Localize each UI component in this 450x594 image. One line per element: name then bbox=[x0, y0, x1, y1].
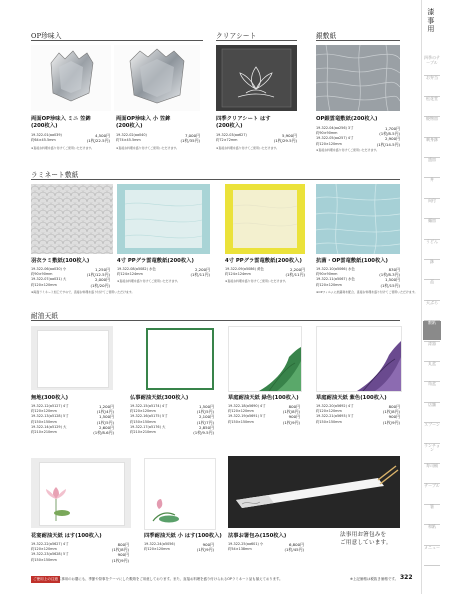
product-name: 四季クリアシート はす (200枚入) bbox=[216, 116, 271, 129]
section-laminate: ラミネート敷紙 bbox=[31, 171, 79, 179]
product-image-hagoromo bbox=[31, 184, 113, 254]
side-tab[interactable]: うどん bbox=[426, 238, 438, 244]
section-divider bbox=[31, 179, 400, 180]
product-name: 四季耐油天紙 小 はす(100枚入) bbox=[144, 533, 222, 539]
product-name: 両面OP珍味入 ミニ 笠鉾 (200枚入) bbox=[31, 116, 91, 129]
side-tab[interactable]: お弁当 bbox=[426, 75, 438, 81]
product-price: 1,200円 (1枚/4円) 1,500円 (1枚/5円) 2,600円 (1枚/8.6円) bbox=[93, 404, 114, 436]
product-name: 羽衣ラミ敷紙(100枚入) bbox=[31, 258, 90, 264]
footer-note: ※上記価格は税抜き価格です。 bbox=[350, 577, 399, 581]
product-image-grass-green bbox=[228, 326, 302, 392]
product-name: 4寸 PPグラ雲竜敷紙(200枚入) bbox=[117, 258, 194, 264]
footer-badge: ご使用上の注意 bbox=[33, 577, 59, 581]
product-price: 1,500円 (1枚/5円) 2,100円 (1枚/7円) 2,850円 (1枚/9.5円) bbox=[193, 404, 214, 436]
product-image-op-small bbox=[114, 45, 200, 111]
product-name: 法事お箸包み(150枚入) bbox=[228, 533, 287, 539]
product-name: 両面OP珍味入 小 笠鉾 (200枚入) bbox=[116, 116, 171, 129]
product-note: ※両面ラミネート加工ですので、直接お料理を盛り付けてご使用いただけます。 bbox=[31, 290, 135, 294]
product-name: 抗菌・OP雲竜敷紙(100枚入) bbox=[316, 258, 388, 264]
side-tab[interactable]: 盛皿 bbox=[428, 157, 436, 162]
side-tab[interactable]: 天ぷら bbox=[426, 299, 438, 305]
product-image-clear-sheet bbox=[216, 45, 297, 111]
side-tab[interactable]: テーブル bbox=[424, 483, 440, 489]
product-code: 19-322-22(a5627) 4寸 約120×120mm 19-322-23(a5628) 5寸 約150×150mm bbox=[31, 542, 69, 562]
side-tab[interactable]: 丸盆 bbox=[428, 361, 436, 366]
product-note: ※直接お料理を盛り付けてご使用いただけます。 bbox=[31, 146, 94, 150]
side-tab[interactable]: 刺身鉢 bbox=[426, 136, 438, 142]
product-code: 19-322-06(aa030) 小 約90×90mm 19-322-07(aa031) 大 約120×120mm bbox=[31, 267, 67, 287]
product-price: 6,800円 (1枚/45円) bbox=[284, 542, 304, 553]
product-note: ※OPフィルムに抗菌剤を配合、直接お料理を盛り付けてご使用いただけます。 bbox=[316, 290, 418, 294]
product-price: 7,000円 (1枚/35円) bbox=[180, 133, 200, 144]
side-tab[interactable]: 敷紙 bbox=[423, 321, 441, 339]
product-image-silver-cloud bbox=[316, 45, 400, 111]
product-code: 19-322-20(a5692) 4寸 約120×120mm 19-322-21(a5693) 5寸 約150×150mm bbox=[316, 404, 354, 424]
side-tab[interactable]: ランチョン bbox=[424, 442, 440, 453]
product-note: ※直接お料理を盛り付けてご使用いただけます。 bbox=[216, 146, 279, 150]
product-price: 800円 (1枚/8円) 900円 (1枚/9円) bbox=[111, 542, 129, 563]
product-image-chopstick-wrap bbox=[228, 456, 400, 528]
houji-message: 法事用お箸包みを ご用意しています。 bbox=[340, 532, 392, 546]
product-code: 19-322-25(aa601) 小 約54×138mm bbox=[228, 542, 264, 552]
section-silver-paper: 銀敷紙 bbox=[316, 32, 337, 40]
product-note: ※直接お料理を盛り付けてご使用いただけます。 bbox=[117, 279, 180, 283]
product-price: 4,500円 (1枚/22.5円) bbox=[86, 133, 110, 144]
product-image-pp-lightblue bbox=[117, 184, 210, 254]
product-code: 19-322-18(a5690) 4寸 約120×120mm 19-322-19(a5691) 5寸 約150×150mm bbox=[228, 404, 266, 424]
product-code: 19-322-12(a5127) 4寸 約120×120mm 19-322-13(a5128) 5寸 約150×150mm 19-322-14(a5129) 大 約210×210mm bbox=[31, 404, 69, 435]
product-price: 1,250円 (1枚/12.5円) 2,000円 (1枚/20円) bbox=[86, 267, 110, 288]
side-tab[interactable]: 箸 bbox=[430, 503, 434, 509]
side-tab[interactable]: 漆器 bbox=[428, 340, 436, 346]
page-number: 322 bbox=[400, 574, 413, 581]
product-name: 仏事耐油天紙(300枚入) bbox=[130, 395, 189, 401]
product-name: OP銀雲竜敷紙(200枚入) bbox=[316, 116, 378, 122]
product-image-plain bbox=[31, 326, 113, 390]
side-tab[interactable]: 四季のテーブル bbox=[424, 55, 440, 65]
product-price: 2,200円 (1枚/11円) bbox=[190, 267, 210, 278]
product-code: 19-322-04(aa256) 3寸 約90×90mm 19-322-05(aa257) 4寸 約120×120mm bbox=[316, 126, 354, 146]
side-tab[interactable]: 丼 bbox=[430, 177, 434, 183]
side-tab[interactable]: 松花堂 bbox=[426, 95, 438, 101]
product-image-grass-purple bbox=[316, 326, 402, 392]
product-price: 800円 (1枚/8円) 900円 (1枚/9円) bbox=[282, 404, 300, 425]
section-clear-sheet: クリアシート bbox=[216, 32, 257, 40]
side-tab[interactable]: 麺皿 bbox=[428, 218, 436, 224]
side-tab[interactable]: 焼物皿 bbox=[426, 116, 438, 122]
section-divider bbox=[31, 320, 400, 321]
product-code: 19-322-03(aa627) 約72×72mm bbox=[216, 133, 247, 143]
index-title: 漆事用 bbox=[427, 8, 435, 33]
product-code: 19-322-15(a5174) 4寸 約120×120mm 19-322-16(a5175) 5寸 約150×150mm 19-322-17(a5176) 大 約210×210mm bbox=[130, 404, 168, 435]
side-tab[interactable]: スプーン bbox=[424, 422, 440, 428]
side-tab[interactable]: 盃 bbox=[430, 279, 434, 285]
section-divider bbox=[31, 40, 203, 41]
side-tab-divider bbox=[424, 565, 440, 566]
section-oil-paper: 耐油天紙 bbox=[31, 312, 59, 320]
product-name: 花宴耐油天紙 はす(100枚入) bbox=[31, 533, 102, 539]
product-note: ※直接お料理を盛り付けてご使用いただけます。 bbox=[116, 146, 179, 150]
product-code: 19-322-09(a5086) 黄色 約124×124mm bbox=[225, 267, 264, 277]
product-code: 19-322-01(aa039) 約64×45.5mm bbox=[31, 133, 62, 143]
side-tab[interactable]: 鉢 bbox=[430, 259, 434, 264]
section-divider bbox=[316, 40, 400, 41]
product-name: 4寸 PPグラ雲竜敷紙(200枚入) bbox=[225, 258, 302, 264]
product-price: 1,700円 (1枚/8.5円) 2,900円 (1枚/14.5円) bbox=[376, 126, 400, 147]
side-tab[interactable]: 和紙 bbox=[428, 524, 436, 530]
side-tab[interactable]: 寿司桶 bbox=[426, 463, 438, 468]
section-divider bbox=[216, 40, 297, 41]
product-image-antibacterial bbox=[316, 184, 400, 254]
product-code: 19-322-10(a5066) 水色 約90×90mm 19-322-11(a5067) 水色 約120×120mm bbox=[316, 267, 355, 287]
product-code: 19-322-08(a5082) 水色 約124×124mm bbox=[117, 267, 156, 277]
product-price: 5,900円 (1枚/29.5円) bbox=[273, 133, 297, 144]
product-code: 19-322-02(aa040) 約74×45.5mm bbox=[116, 133, 147, 143]
product-name: 草庭耐油天紙 紫色(100枚入) bbox=[316, 395, 387, 401]
product-image-op-mini bbox=[31, 45, 111, 111]
product-image-buddhist bbox=[144, 326, 214, 390]
product-note: ※直接お料理を盛り付けてご使用いただけます。 bbox=[316, 148, 379, 152]
product-image-four-season-lotus bbox=[144, 458, 216, 530]
side-tab[interactable]: 向付 bbox=[428, 197, 436, 203]
product-code: 19-322-24(a5056) 約120×120mm bbox=[144, 542, 175, 552]
product-price: 830円 (1枚/8.3円) 1,500円 (1枚/15円) bbox=[379, 267, 400, 288]
side-tab[interactable]: 角盆 bbox=[428, 381, 436, 387]
footer-text: 仏事用のお膳にも、季節や祭事をテーマにした敷紙をご用意しております。また、直接お料理を盛り付けられるOPラミネート品も揃えております。 bbox=[58, 577, 283, 581]
product-name: 草庭耐油天紙 緑色(100枚入) bbox=[228, 395, 299, 401]
side-tab[interactable]: 店舗 bbox=[428, 401, 436, 407]
section-op-paper: OP珍味入 bbox=[31, 32, 62, 40]
product-name: 無地(300枚入) bbox=[31, 395, 69, 401]
product-price: 800円 (1枚/8円) 900円 (1枚/9円) bbox=[382, 404, 400, 425]
product-note: ※直接お料理を盛り付けてご使用いただけます。 bbox=[225, 279, 288, 283]
side-tab[interactable]: メニュー bbox=[424, 544, 440, 550]
product-price: 2,200円 (1枚/11円) bbox=[285, 267, 305, 278]
product-price: 900円 (1枚/9円) bbox=[196, 542, 214, 553]
product-image-lotus bbox=[31, 458, 131, 528]
product-image-pp-yellow bbox=[225, 184, 305, 254]
